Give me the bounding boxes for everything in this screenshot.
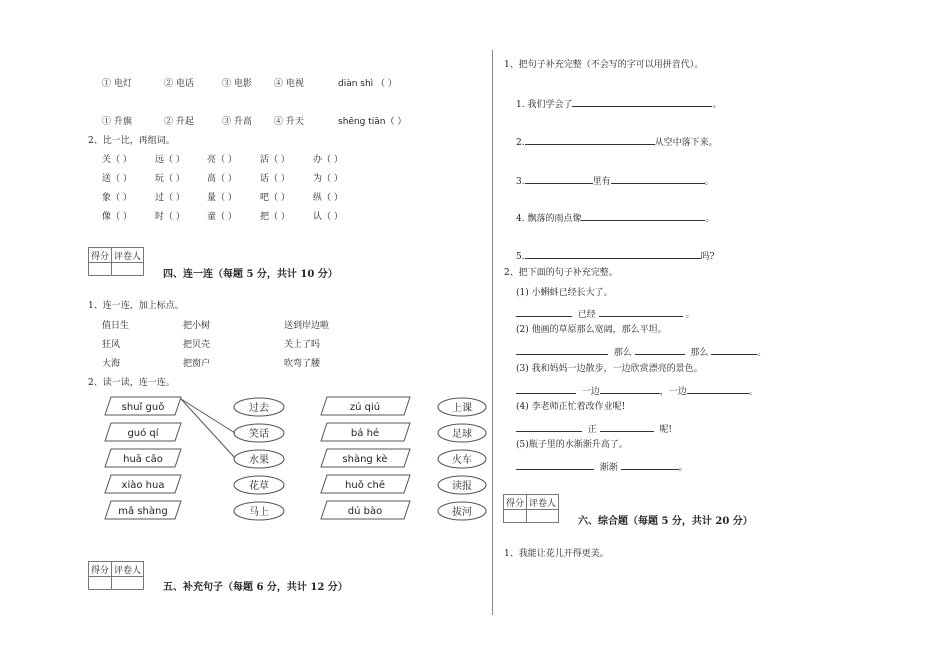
question-title: 2、读一读，连一连。 [88, 378, 175, 388]
pinyin-text: dú bào [347, 506, 383, 517]
answer-blank[interactable] [635, 346, 685, 355]
reviewer-label: 评卷人 [112, 562, 144, 577]
sentence: 5. 吗? [516, 252, 715, 262]
pinyin-text: xiào hua [121, 480, 165, 491]
compare-cell: 量（ ） [207, 193, 237, 203]
answer-blank[interactable] [516, 346, 608, 355]
pinyin-blank: diàn shì （ ） [338, 79, 397, 89]
answer-blank[interactable] [516, 308, 572, 317]
answer-blank[interactable] [516, 385, 576, 394]
pinyin-text: shàng kè [342, 454, 388, 465]
question-title: 2、把下面的句子补充完整。 [504, 268, 618, 278]
answer-blank[interactable] [611, 175, 705, 184]
sentence: 一边 ，一边 。 [516, 385, 758, 397]
word-text: 过去 [249, 403, 269, 414]
word-text: 拔河 [452, 507, 472, 518]
answer-blank[interactable] [687, 385, 749, 394]
link-item: 大海 [102, 359, 121, 369]
option: ① 电灯 [102, 79, 132, 89]
compare-cell: 亮（ ） [207, 155, 237, 165]
compare-cell: 高（ ） [207, 174, 237, 184]
score-label: 得分 [89, 562, 112, 577]
question-title: 1、把句子补充完整（不会写的字可以用拼音代）。 [504, 60, 704, 70]
pinyin-text: bá hé [350, 428, 380, 439]
option: ④ 电视 [274, 79, 304, 89]
compare-cell: 关（ ） [102, 155, 132, 165]
answer-blank[interactable] [525, 175, 593, 184]
compare-cell: 时（ ） [155, 212, 185, 222]
pinyin-text: shuǐ guǒ [121, 402, 165, 413]
question-title: 1、连一连，加上标点。 [88, 301, 184, 311]
score-label: 得分 [504, 495, 527, 510]
compare-cell: 过（ ） [155, 193, 185, 203]
pinyin-text: zú qiú [349, 402, 381, 413]
answer-blank[interactable] [600, 423, 654, 432]
word-text: 笑话 [249, 429, 269, 440]
compare-cell: 认（ ） [313, 212, 343, 222]
answer-blank[interactable] [599, 308, 683, 317]
question-title: 1、我能让花儿开得更美。 [504, 549, 609, 559]
compare-cell: 活（ ） [260, 155, 290, 165]
word-text: 读报 [452, 481, 472, 492]
answer-blank[interactable] [516, 461, 594, 470]
sentence: 2. 从空中落下来。 [516, 138, 718, 148]
section-title: 六、综合题（每题 5 分，共计 20 分） [578, 516, 753, 527]
score-label: 得分 [89, 248, 112, 263]
score-box [88, 561, 144, 590]
example-sentence: (4) 李老师正忙着改作业呢! [516, 402, 626, 412]
option: ④ 升天 [274, 117, 304, 127]
pinyin-text: mǎ shàng [118, 506, 168, 517]
compare-cell: 为（ ） [313, 174, 343, 184]
option: ② 升起 [164, 117, 194, 127]
option: ③ 电影 [222, 79, 252, 89]
compare-cell: 话（ ） [260, 174, 290, 184]
option: ① 升旗 [102, 117, 132, 127]
pinyin-text: guó qí [127, 428, 159, 439]
compare-cell: 纵（ ） [313, 193, 343, 203]
compare-cell: 吧（ ） [260, 193, 290, 203]
score-box [88, 247, 144, 276]
compare-cell: 送（ ） [102, 174, 132, 184]
link-item: 吹弯了腰 [284, 359, 321, 369]
answer-blank[interactable] [600, 385, 660, 394]
answer-blank[interactable] [525, 250, 701, 259]
answer-blank[interactable] [525, 136, 655, 145]
compare-cell: 童（ ） [207, 212, 237, 222]
sentence: 4. 飘落的雨点像 。 [516, 214, 715, 224]
sentence: 3. 里有 。 [516, 177, 714, 187]
sentence: 渐渐 。 [516, 461, 688, 473]
word-text: 上课 [452, 403, 472, 414]
question-title: 2、比一比，再组词。 [88, 136, 175, 146]
section-title: 四、连一连（每题 5 分，共计 10 分） [163, 269, 338, 280]
link-item: 狂风 [102, 340, 121, 350]
answer-blank[interactable] [711, 346, 757, 355]
reviewer-label: 评卷人 [112, 248, 144, 263]
compare-cell: 远（ ） [155, 155, 185, 165]
word-text: 花草 [249, 481, 269, 492]
link-item: 送到岸边啦 [284, 321, 330, 331]
reviewer-label: 评卷人 [527, 495, 559, 510]
score-box [503, 494, 559, 523]
answer-blank[interactable] [572, 98, 712, 107]
column-divider [492, 50, 493, 615]
sentence: 正 呢! [516, 423, 672, 435]
sentence: 那么 那么 。 [516, 346, 766, 358]
compare-cell: 像（ ） [102, 212, 132, 222]
answer-blank[interactable] [581, 212, 705, 221]
compare-cell: 象（ ） [102, 193, 132, 203]
example-sentence: (5)瓶子里的水渐渐升高了。 [516, 440, 628, 450]
link-item: 把窗户 [183, 359, 211, 369]
link-item: 关上了吗 [284, 340, 321, 350]
word-text: 水果 [249, 455, 269, 466]
section-title: 五、补充句子（每题 6 分，共计 12 分） [163, 582, 348, 593]
link-item: 值日生 [102, 321, 130, 331]
pinyin-text: huā cǎo [123, 454, 163, 465]
sentence: 已经 。 [516, 308, 695, 320]
word-text: 足球 [452, 429, 472, 440]
answer-blank[interactable] [621, 461, 679, 470]
word-text: 火车 [452, 455, 472, 466]
example-sentence: (2) 他画的草原那么宽阔，那么平坦。 [516, 325, 667, 335]
compare-cell: 玩（ ） [155, 174, 185, 184]
option: ③ 升高 [222, 117, 252, 127]
compare-cell: 办（ ） [313, 155, 343, 165]
link-item: 把贝壳 [183, 340, 211, 350]
matching-diagram [95, 393, 495, 528]
word-text: 马上 [249, 507, 269, 518]
link-item: 把小树 [183, 321, 211, 331]
pinyin-blank: shēng tiān（ ） [338, 117, 407, 127]
example-sentence: (1) 小蝌蚪已经长大了。 [516, 288, 613, 298]
pinyin-text: huǒ chē [345, 480, 385, 491]
option: ② 电话 [164, 79, 194, 89]
sentence: 1. 我们学会了 。 [516, 100, 722, 110]
connector-line [181, 399, 235, 458]
compare-cell: 把（ ） [260, 212, 290, 222]
answer-blank[interactable] [516, 423, 582, 432]
example-sentence: (3) 我和妈妈一边散步，一边欣赏漂亮的景色。 [516, 364, 703, 374]
